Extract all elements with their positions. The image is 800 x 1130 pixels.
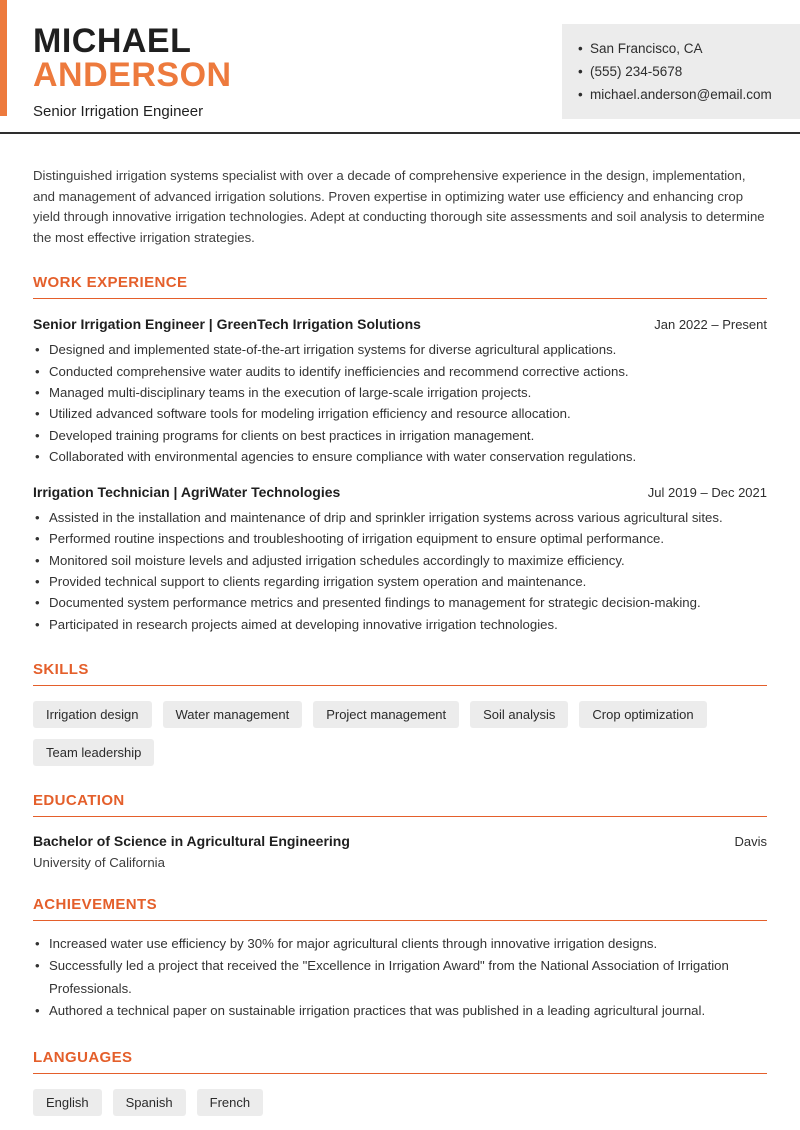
languages-heading: LANGUAGES bbox=[33, 1049, 767, 1074]
bullet-item: • Provided technical support to clients regarding irrigation system operation and maintenance. bbox=[33, 571, 767, 592]
language-tag: Spanish bbox=[113, 1089, 186, 1116]
language-tag: French bbox=[197, 1089, 263, 1116]
achievement-item: • Successfully led a project that received the "Excellence in Irrigation Award" from the National Association of Irrigation Professionals. bbox=[33, 955, 767, 1000]
bullet-item: • Performed routine inspections and troubleshooting of irrigation equipment to ensure optimal performance. bbox=[33, 528, 767, 549]
skill-tag: Soil analysis bbox=[470, 701, 568, 728]
person-headline: Senior Irrigation Engineer bbox=[33, 103, 204, 120]
achievements-list bbox=[33, 933, 767, 1023]
languages-tag-list bbox=[33, 1089, 767, 1116]
skill-tag: Water management bbox=[163, 701, 303, 728]
skills-heading: SKILLS bbox=[33, 661, 767, 686]
bullet-item: • Developed training programs for clients on best practices in irrigation management. bbox=[33, 425, 767, 446]
education-heading: EDUCATION bbox=[33, 792, 767, 817]
education-location: Davis bbox=[734, 833, 767, 849]
skill-tag: Team leadership bbox=[33, 739, 154, 766]
bullet-item: • Utilized advanced software tools for modeling irrigation efficiency and resource allocation. bbox=[33, 403, 767, 424]
first-name: MICHAEL bbox=[33, 22, 192, 60]
contact-email: • michael.anderson@email.com bbox=[578, 83, 784, 106]
skill-tag: Project management bbox=[313, 701, 459, 728]
bullet-item: • Monitored soil moisture levels and adjusted irrigation schedules accordingly to maximize efficiency. bbox=[33, 550, 767, 571]
last-name: ANDERSON bbox=[33, 56, 232, 94]
job-bullets bbox=[33, 339, 767, 467]
resume-content bbox=[0, 166, 800, 1116]
section-languages bbox=[33, 1049, 767, 1116]
contact-list bbox=[578, 37, 784, 106]
skill-tag: Crop optimization bbox=[579, 701, 706, 728]
bullet-item: • Participated in research projects aimed at developing innovative irrigation technologies. bbox=[33, 614, 767, 635]
job-header bbox=[33, 316, 767, 332]
header-divider bbox=[0, 132, 800, 134]
job-header bbox=[33, 484, 767, 500]
achievement-item: • Increased water use efficiency by 30% for major agricultural clients through innovative irrigation designs. bbox=[33, 933, 767, 956]
contact-location: • San Francisco, CA bbox=[578, 37, 784, 60]
education-entry bbox=[33, 833, 767, 849]
job-bullets bbox=[33, 507, 767, 635]
achievements-heading: ACHIEVEMENTS bbox=[33, 896, 767, 921]
achievement-item: • Authored a technical paper on sustainable irrigation practices that was published in a leading agricultural journal. bbox=[33, 1000, 767, 1023]
person-name bbox=[33, 24, 232, 92]
resume-header bbox=[0, 0, 800, 120]
language-tag: English bbox=[33, 1089, 102, 1116]
bullet-item: • Designed and implemented state-of-the-art irrigation systems for diverse agricultural applications. bbox=[33, 339, 767, 360]
job-title: Senior Irrigation Engineer | GreenTech Irrigation Solutions bbox=[33, 316, 421, 333]
accent-bar bbox=[0, 0, 7, 116]
job-title: Irrigation Technician | AgriWater Technologies bbox=[33, 484, 341, 501]
job-entry bbox=[33, 316, 767, 467]
job-dates: Jul 2019 – Dec 2021 bbox=[647, 485, 767, 501]
work-experience-heading: WORK EXPERIENCE bbox=[33, 274, 767, 299]
skills-tag-list bbox=[33, 701, 767, 766]
contact-box bbox=[562, 24, 800, 119]
job-dates: Jan 2022 – Present bbox=[654, 317, 767, 333]
contact-phone: • (555) 234-5678 bbox=[578, 60, 784, 83]
section-achievements bbox=[33, 896, 767, 1023]
skill-tag: Irrigation design bbox=[33, 701, 152, 728]
bullet-item: • Assisted in the installation and maintenance of drip and sprinkler irrigation systems across various agricultural sites. bbox=[33, 507, 767, 528]
summary-text: Distinguished irrigation systems specialist with over a decade of comprehensive experience in the design, implementation, and management of advanced irrigation solutions. Proven expertise in optimizing water use efficiency and enhancing crop yield through innovative irrigation technologies. Adept at conducting thorough site assessments and soil analysis to determine the most effective irrigation strategies. bbox=[33, 168, 765, 245]
section-skills bbox=[33, 661, 767, 766]
education-degree: Bachelor of Science in Agricultural Engineering bbox=[33, 832, 350, 849]
header-left bbox=[33, 24, 232, 120]
bullet-item: • Collaborated with environmental agencies to ensure compliance with water conservation regulations. bbox=[33, 446, 767, 467]
bullet-item: • Documented system performance metrics and presented findings to management for strategic decision-making. bbox=[33, 592, 767, 613]
section-education bbox=[33, 792, 767, 870]
bullet-item: • Conducted comprehensive water audits to identify inefficiencies and recommend corrective actions. bbox=[33, 361, 767, 382]
job-entry bbox=[33, 484, 767, 635]
section-work-experience bbox=[33, 274, 767, 635]
education-school: University of California bbox=[33, 854, 165, 870]
bullet-item: • Managed multi-disciplinary teams in the execution of large-scale irrigation projects. bbox=[33, 382, 767, 403]
